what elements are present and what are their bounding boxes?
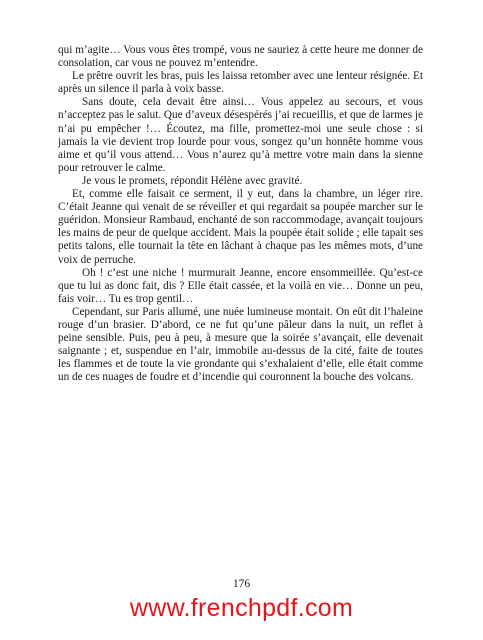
paragraph-2: Le prêtre ouvrit les bras, puis les laissa retomber avec une lenteur résignée. Et après un silence il parla à voix basse. — [58, 70, 423, 96]
watermark-link[interactable]: www.frenchpdf.com — [129, 594, 354, 622]
body-text — [58, 44, 423, 384]
paragraph-3: Sans doute, cela devait être ainsi… Vous appelez au secours, et vous n’acceptez pas le salut. Que d’aveux désespérés j’ai recueillis, et que de larmes je n’ai pu empêcher !… Écoutez, ma fille, promettez-moi une seule chose : si jamais la vie devient trop lourde pour vous, songez qu’un honnête homme vous aime et qu’il vous attend… Vous n’aurez qu’à mettre votre main dans la sienne pour retrouver le calme. — [58, 96, 423, 174]
paragraph-7: Cependant, sur Paris allumé, une nuée lumineuse montait. On eût dit l’haleine rouge d’un brasier. D’abord, ce ne fut qu’une pâleur dans la nuit, un reflet à peine sensible. Puis, peu à peu, à mesure que la soirée s’avançait, elle devenait saignante ; et, suspendue en l’air, immobile au-dessus de la cité, faite de toutes les flammes et de toute la vie grondante qui s’exhalaient d’elle, elle était comme un de ces nuages de foudre et d’incendie qui couronnent la bouche des volcans. — [58, 305, 423, 384]
page-number: 176 — [232, 578, 251, 590]
paragraph-5: Et, comme elle faisait ce serment, il y eut, dans la chambre, un léger rire. C’était Jeanne qui venait de se réveiller et qui regardait sa poupée marcher sur le guéridon. Monsieur Rambaud, enchanté de son raccommodage, avançait toujours les mains de peur de quelque accident. Mais la poupée était solide ; elle tapait ses petits talons, elle tournait la tête en lâchant à chaque pas les mêmes mots, d’une voix de perruche. — [58, 188, 423, 266]
paragraph-1: qui m’agite… Vous vous êtes trompé, vous ne sauriez à cette heure me donner de consolation, car vous ne pouvez m’entendre. — [58, 44, 423, 70]
paragraph-4: Je vous le promets, répondit Hélène avec gravité. — [82, 174, 303, 187]
paragraph-6: Oh ! c’est une niche ! murmurait Jeanne, encore ensommeillée. Qu’est-ce que tu lui as donc fait, dis ? Elle était cassée, et la voilà en vie… Donne un peu, fais voir… Tu es trop gentil… — [58, 266, 423, 305]
